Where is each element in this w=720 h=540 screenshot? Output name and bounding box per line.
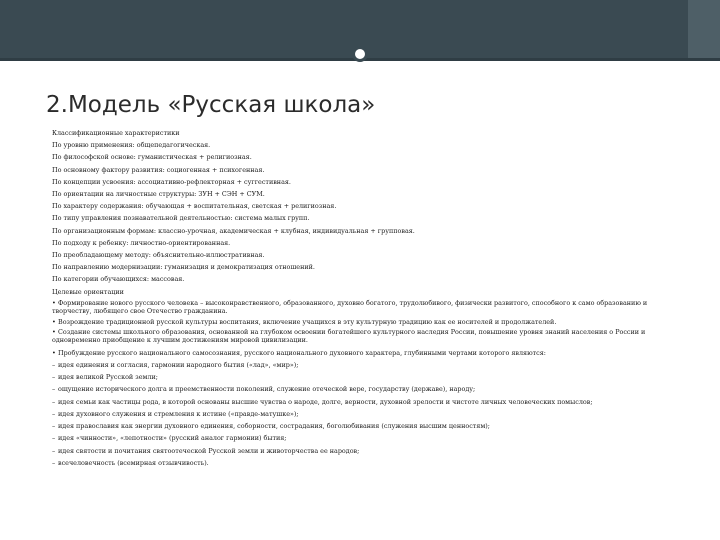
trait-text: идея православия как энергии духовного единения, соборности, сострадания, боголюбивания (служения высшим ценностям); — [58, 422, 490, 431]
trait-item — [52, 432, 680, 444]
trait-text: идея святости и почитания святоотеческой Русской земли и животорчества ее народов; — [58, 446, 360, 455]
dash-mark: – — [52, 422, 56, 431]
trait-item — [52, 420, 680, 432]
trait-text: идея «чинности», «лепотности» (русский аналог гармонии) бытия; — [58, 434, 287, 443]
dash-mark: – — [52, 434, 56, 443]
goal-item — [52, 299, 680, 316]
goals-heading: Целевые ориентации — [52, 287, 124, 296]
classification-line: По категории обучающихся: массовая. — [52, 275, 185, 284]
trait-text: идея семьи как частицы рода, в которой основаны высшие чувства о народе, долге, верности, духовной зрелости и чистоте личных человеческих помыслов; — [58, 397, 593, 406]
classification-line: По организационным формам: классно-урочная, академическая + клубная, индивидуальная + групповая. — [52, 226, 415, 235]
goal-text: Формирование нового русского человека – высоконравственного, образованного, духовно богатого, трудолюбивого, физически развитого, способного к само образованию и творчеству, любящего свое Отечество гражданина. — [52, 298, 648, 316]
dash-mark: – — [52, 373, 56, 382]
trait-text: идея духовного служения и стремления к истине («правде-матушке»); — [58, 409, 299, 418]
goal-text: Возрождение традиционной русской культуры воспитания, включение учащихся в эту культурную традицию как ее носителей и продолжателей. — [58, 317, 557, 326]
goal-text: Пробуждение русского национального самосознания, русского национального духовного характера, глубинными чертами которого являются: — [58, 348, 546, 357]
bullet-mark: • — [52, 328, 56, 337]
dash-mark: – — [52, 458, 56, 467]
header-accent — [688, 0, 720, 61]
classification-line: По концепции усвоения: ассоциативно-рефлекторная + суггестивная. — [52, 177, 291, 186]
trait-item — [52, 371, 680, 383]
trait-text: ощущение исторического долга и преемственности поколений, служение отеческой вере, государству (державе), народу; — [58, 385, 476, 394]
dash-mark: – — [52, 361, 56, 370]
trait-text: идея единения и согласия, гармонии народного бытия («лад», «мир»); — [58, 361, 299, 370]
classification-line: По ориентации на личностные структуры: ЗУН + СЭН + СУМ. — [52, 190, 265, 199]
classification-line: По основному фактору развития: социогенная + психогенная. — [52, 165, 265, 174]
trait-text: всечеловечность (всемирная отзывчивость). — [58, 458, 209, 467]
slide-body — [52, 127, 680, 469]
bullet-mark: • — [52, 298, 56, 307]
classification-line: По философской основе: гуманистическая + религиозная. — [52, 153, 252, 162]
trait-item — [52, 359, 680, 371]
goal-item — [52, 328, 680, 345]
trait-item — [52, 445, 680, 457]
slide-title: 2.Модель «Русская школа» — [46, 92, 376, 118]
dash-mark: – — [52, 397, 56, 406]
classification-line: По направлению модернизации: гуманизация и демократизация отношений. — [52, 263, 315, 272]
classification-line: По характеру содержания: обучающая + воспитательная, светская + религиозная. — [52, 202, 337, 211]
classification-line: По преобладающему методу: объяснительно-иллюстративная. — [52, 251, 265, 260]
trait-text: идея великой Русской земли; — [58, 373, 158, 382]
classification-line: По уровню применения: общепедагогическая. — [52, 141, 211, 150]
dash-mark: – — [52, 385, 56, 394]
classification-line: Классификационные характеристики — [52, 129, 180, 137]
classification-line: По подходу к ребенку: личностно-ориентированная. — [52, 238, 231, 247]
bullet-mark: • — [52, 317, 56, 326]
trait-item — [52, 396, 680, 408]
goal-text: Создание системы школьного образования, основанной на глубоком освоении богатейшего культурного наследия России, повышение уровня знаний населения о России и одновременно приобщение к лучшим достижениям мировой цивилизации. — [52, 328, 646, 345]
dash-mark: – — [52, 446, 56, 455]
trait-item — [52, 408, 680, 420]
dash-mark: – — [52, 409, 56, 418]
divider-circle-icon — [352, 46, 368, 62]
trait-item — [52, 383, 680, 395]
goal-item — [52, 318, 680, 326]
trait-item — [52, 457, 680, 469]
classification-line: По типу управления познавательной деятельностью: система малых групп. — [52, 214, 310, 223]
bullet-mark: • — [52, 348, 56, 357]
goal-item — [52, 347, 680, 359]
